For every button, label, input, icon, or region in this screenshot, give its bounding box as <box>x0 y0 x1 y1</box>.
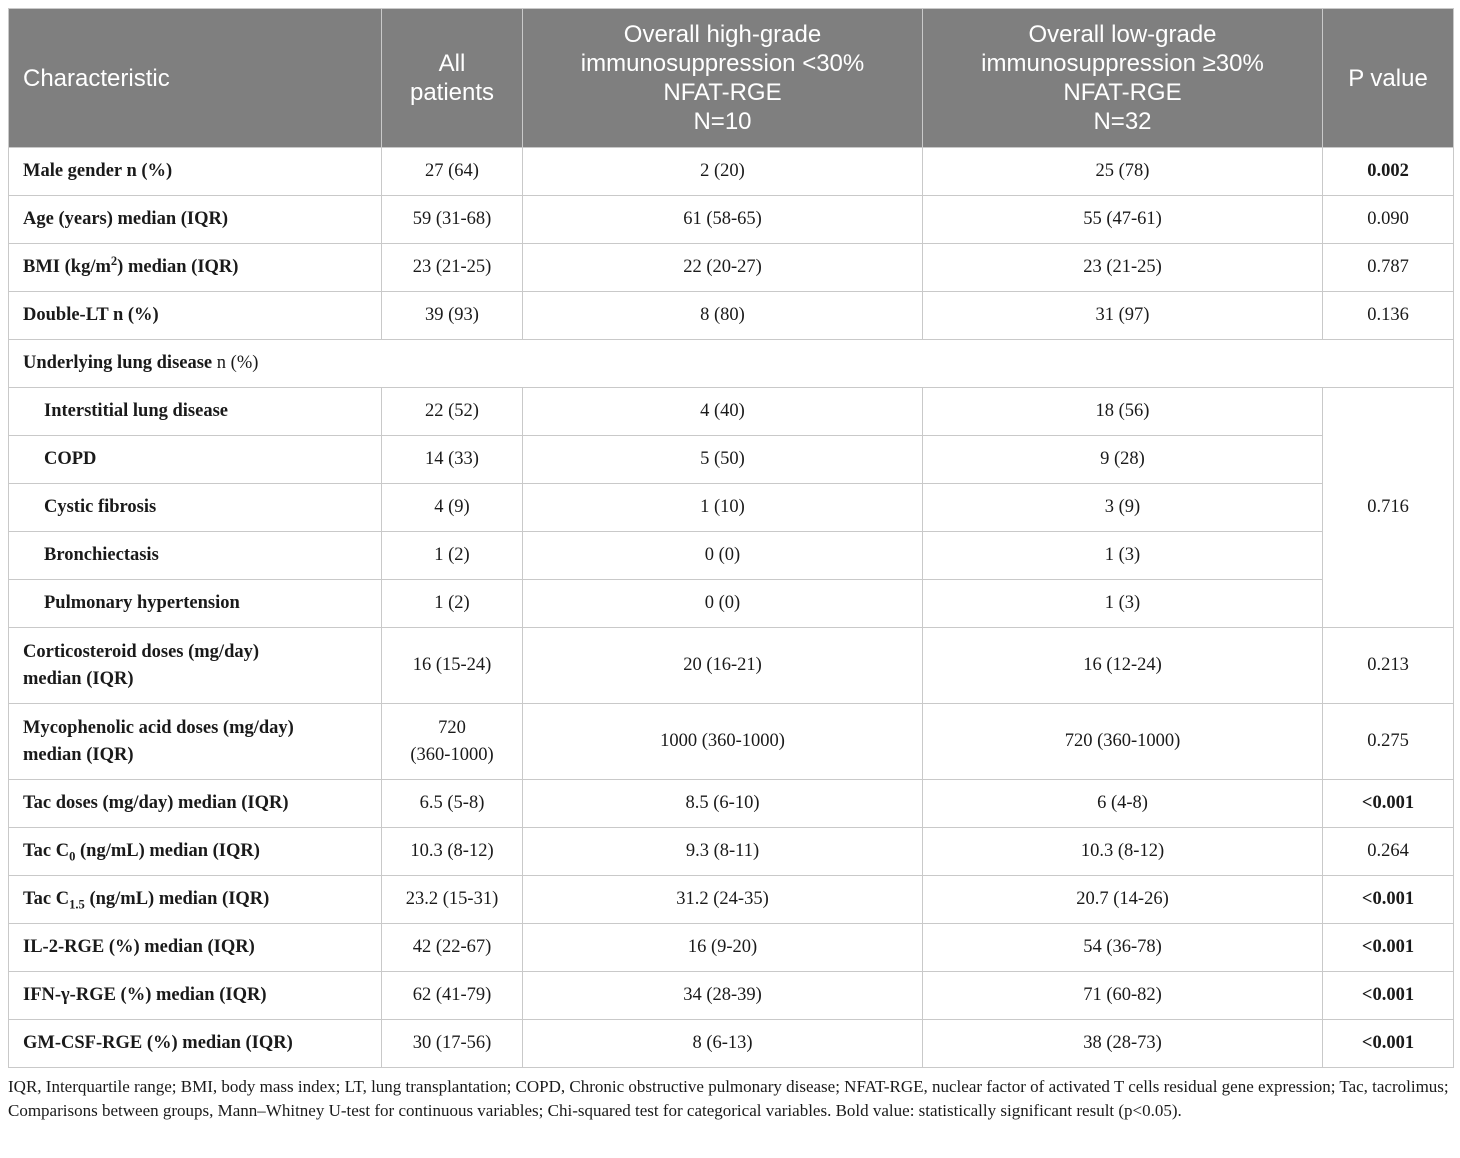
cell-all: 59 (31-68) <box>382 196 523 244</box>
table-row <box>9 972 1454 1020</box>
cell-low: 16 (12-24) <box>923 628 1323 704</box>
table-row <box>9 780 1454 828</box>
cell-high: 8.5 (6-10) <box>523 780 923 828</box>
cell-low: 38 (28-73) <box>923 1020 1323 1068</box>
table-row <box>9 436 1454 484</box>
subscript: 1.5 <box>69 897 85 912</box>
table-row <box>9 244 1454 292</box>
cell-all: 4 (9) <box>382 484 523 532</box>
row-label <box>9 876 382 924</box>
row-label: Double-LT n (%) <box>9 292 382 340</box>
cell-low: 25 (78) <box>923 148 1323 196</box>
cell-all: 23 (21-25) <box>382 244 523 292</box>
cell-low: 1 (3) <box>923 532 1323 580</box>
cell-p: <0.001 <box>1323 780 1454 828</box>
table-row <box>9 580 1454 628</box>
cell-all: 14 (33) <box>382 436 523 484</box>
cell-low: 55 (47-61) <box>923 196 1323 244</box>
cell-p: 0.002 <box>1323 148 1454 196</box>
row-label: Interstitial lung disease <box>9 388 382 436</box>
table-container <box>8 8 1453 1068</box>
row-label: Corticosteroid doses (mg/day) median (IQR) <box>9 628 382 704</box>
cell-all: 22 (52) <box>382 388 523 436</box>
table-row <box>9 532 1454 580</box>
section-label <box>9 340 1454 388</box>
cell-p: 0.090 <box>1323 196 1454 244</box>
cell-high: 0 (0) <box>523 580 923 628</box>
cell-low: 10.3 (8-12) <box>923 828 1323 876</box>
row-label: GM-CSF-RGE (%) median (IQR) <box>9 1020 382 1068</box>
label-part: (ng/mL) median (IQR) <box>75 841 260 861</box>
col-p-value: P value <box>1323 9 1454 148</box>
row-label: Pulmonary hypertension <box>9 580 382 628</box>
row-label: Tac doses (mg/day) median (IQR) <box>9 780 382 828</box>
table-row <box>9 628 1454 704</box>
cell-high: 34 (28-39) <box>523 972 923 1020</box>
cell-all: 39 (93) <box>382 292 523 340</box>
cell-low: 18 (56) <box>923 388 1323 436</box>
table-row <box>9 924 1454 972</box>
table-row <box>9 148 1454 196</box>
cell-high: 8 (80) <box>523 292 923 340</box>
cell-p: <0.001 <box>1323 1020 1454 1068</box>
row-label: Bronchiectasis <box>9 532 382 580</box>
cell-high: 9.3 (8-11) <box>523 828 923 876</box>
superscript: 2 <box>110 253 118 268</box>
cell-all: 6.5 (5-8) <box>382 780 523 828</box>
col-high-grade: Overall high-grade immunosuppression <30% NFAT-RGE N=10 <box>523 9 923 148</box>
cell-high: 1 (10) <box>523 484 923 532</box>
cell-p-merged: 0.716 <box>1323 388 1454 628</box>
subscript: 0 <box>69 849 76 864</box>
header-row <box>9 9 1454 148</box>
cell-all: 1 (2) <box>382 580 523 628</box>
table-row <box>9 828 1454 876</box>
cell-all: 30 (17-56) <box>382 1020 523 1068</box>
label-part: ) median (IQR) <box>117 257 239 277</box>
cell-low: 23 (21-25) <box>923 244 1323 292</box>
col-all-patients: All patients <box>382 9 523 148</box>
table-row <box>9 388 1454 436</box>
cell-all: 62 (41-79) <box>382 972 523 1020</box>
cell-high: 4 (40) <box>523 388 923 436</box>
cell-high: 31.2 (24-35) <box>523 876 923 924</box>
cell-p: 0.213 <box>1323 628 1454 704</box>
cell-low: 71 (60-82) <box>923 972 1323 1020</box>
cell-all: 16 (15-24) <box>382 628 523 704</box>
cell-low: 6 (4-8) <box>923 780 1323 828</box>
table-row <box>9 196 1454 244</box>
section-unit: n (%) <box>212 353 259 373</box>
label-part: Tac C <box>23 841 70 861</box>
cell-all: 10.3 (8-12) <box>382 828 523 876</box>
table-row <box>9 484 1454 532</box>
section-title: Underlying lung disease <box>23 353 213 373</box>
row-label: Cystic fibrosis <box>9 484 382 532</box>
cell-high: 16 (9-20) <box>523 924 923 972</box>
cell-all: 1 (2) <box>382 532 523 580</box>
cell-p: 0.275 <box>1323 704 1454 780</box>
cell-low: 1 (3) <box>923 580 1323 628</box>
cell-all: 23.2 (15-31) <box>382 876 523 924</box>
characteristics-table <box>8 8 1454 1068</box>
cell-p: 0.787 <box>1323 244 1454 292</box>
cell-high: 22 (20-27) <box>523 244 923 292</box>
row-label: IL-2-RGE (%) median (IQR) <box>9 924 382 972</box>
cell-low: 720 (360-1000) <box>923 704 1323 780</box>
cell-low: 54 (36-78) <box>923 924 1323 972</box>
cell-low: 31 (97) <box>923 292 1323 340</box>
table-row <box>9 292 1454 340</box>
cell-p: 0.136 <box>1323 292 1454 340</box>
label-part: Tac C <box>23 889 70 909</box>
label-part: (ng/mL) median (IQR) <box>84 889 270 909</box>
cell-high: 0 (0) <box>523 532 923 580</box>
row-label <box>9 828 382 876</box>
cell-all: 42 (22-67) <box>382 924 523 972</box>
table-row <box>9 704 1454 780</box>
row-label <box>9 244 382 292</box>
table-row <box>9 1020 1454 1068</box>
cell-all: 27 (64) <box>382 148 523 196</box>
row-label: Mycophenolic acid doses (mg/day) median (IQR) <box>9 704 382 780</box>
col-characteristic: Characteristic <box>9 9 382 148</box>
col-low-grade: Overall low-grade immunosuppression ≥30% NFAT-RGE N=32 <box>923 9 1323 148</box>
row-label: Male gender n (%) <box>9 148 382 196</box>
row-label: Age (years) median (IQR) <box>9 196 382 244</box>
cell-p: <0.001 <box>1323 972 1454 1020</box>
label-part: BMI (kg/m <box>23 257 111 277</box>
cell-high: 61 (58-65) <box>523 196 923 244</box>
cell-high: 8 (6-13) <box>523 1020 923 1068</box>
cell-high: 5 (50) <box>523 436 923 484</box>
row-label: IFN-γ-RGE (%) median (IQR) <box>9 972 382 1020</box>
cell-p: <0.001 <box>1323 924 1454 972</box>
cell-low: 9 (28) <box>923 436 1323 484</box>
cell-high: 1000 (360-1000) <box>523 704 923 780</box>
row-label: COPD <box>9 436 382 484</box>
cell-p: <0.001 <box>1323 876 1454 924</box>
cell-low: 20.7 (14-26) <box>923 876 1323 924</box>
cell-p: 0.264 <box>1323 828 1454 876</box>
table-footnote: IQR, Interquartile range; BMI, body mass index; LT, lung transplantation; COPD, Chronic obstructive pulmonary disease; NFAT-RGE, nuclear factor of activated T cells residual gene expression; Tac, tacrolimus; Comparisons between groups, Mann–Whitney U-test for continuous variables; Chi-squared test for categorical variables. Bold value: statistically significant result (p<0.05). <box>8 1077 1449 1120</box>
cell-high: 20 (16-21) <box>523 628 923 704</box>
section-row <box>9 340 1454 388</box>
cell-all: 720 (360-1000) <box>382 704 523 780</box>
cell-low: 3 (9) <box>923 484 1323 532</box>
cell-high: 2 (20) <box>523 148 923 196</box>
table-row <box>9 876 1454 924</box>
